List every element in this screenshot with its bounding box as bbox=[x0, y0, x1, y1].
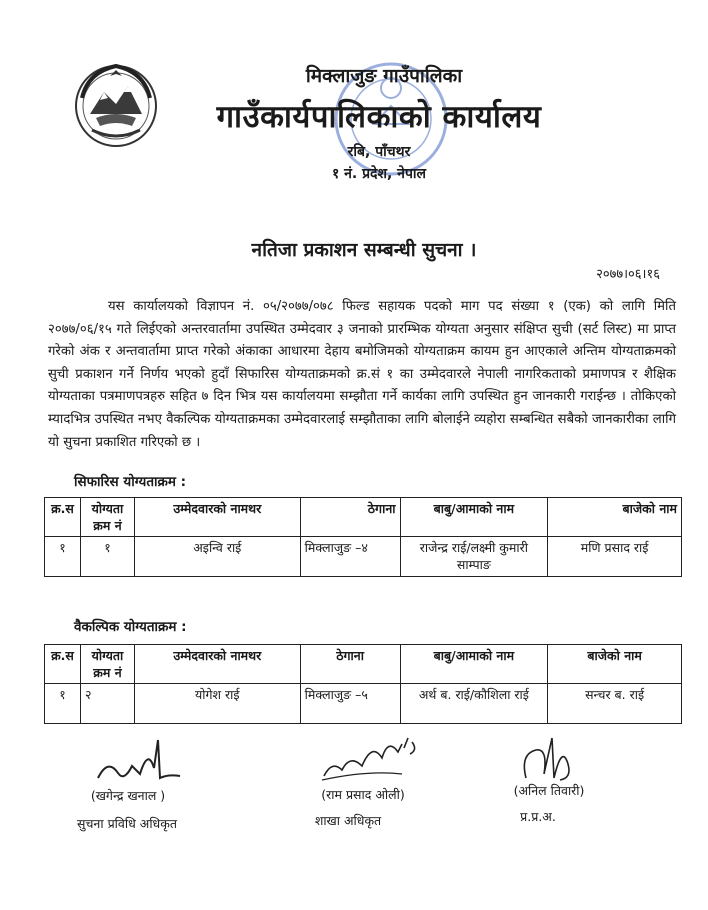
recommended-table bbox=[44, 497, 682, 577]
header-grandfather: बाजेको नाम bbox=[548, 645, 682, 684]
header-rank: योग्यता क्रम नं bbox=[80, 498, 134, 537]
cell-sn: १ bbox=[45, 537, 81, 577]
office-name: गाउँकार्यपालिकाको कार्यालय bbox=[216, 99, 542, 135]
table-row bbox=[45, 537, 682, 577]
notice-body: यस कार्यालयको विज्ञापन नं. ०५/२०७७/०७८ फिल्ड सहायक पदको माग पद संख्या १ (एक) को लागि मिति २०७७/०६/१५ गते लिईएको अन्तरवार्तामा उपस्थित उम्मेदवार ३ जनाको प्रारम्भिक योग्यता अनुसार संक्षिप्त सुची (सर्ट लिस्ट) मा प्राप्त गरेको अंक र अन्तवार्तामा प्राप्त गरेको अंकाका आधारमा देहाय बमोजिमको योग्यताक्रम कायम हुन आएकाले अन्तिम योग्यताक्रमको सुची प्रकाशन गर्ने निर्णय भएको हुदाँ सिफारिस योग्यताक्रमको क्र.सं १ का उम्मेदवारले नेपाली नागरिकताको प्रमाणपत्र र शैक्षिक योग्यताका पत्रमाणपत्रहरु सहित ७ दिन भित्र यस कार्यालयमा सम्झौता गर्ने कार्यका लागि उपस्थित हुन जानकारी गराईन्छ । तोकिएको म्यादभित्र उपस्थित नभए वैकल्पिक योग्यताक्रमका उम्मेदवारलाई सम्झौताका लागि बोलाईने व्यहोरा सम्बन्धित सबैको जानकारीका लागि यो सुचना प्रकाशित गरिएको छ । bbox=[48, 299, 676, 450]
alternative-section-title: वैकल्पिक योग्यताक्रम : bbox=[74, 619, 187, 635]
header-address: ठेगाना bbox=[300, 498, 400, 537]
cell-address: मिक्लाजुङ –४ bbox=[300, 537, 400, 577]
cell-candidate: अइन्वि राई bbox=[134, 537, 300, 577]
cell-grandfather: सन्चर ब. राई bbox=[548, 684, 682, 724]
cell-rank: २ bbox=[80, 684, 134, 724]
office-location: रबि, पाँचथर bbox=[347, 144, 411, 160]
table-header-row bbox=[45, 498, 682, 537]
header-parents: बाबु/आमाको नाम bbox=[400, 498, 548, 537]
cell-rank: १ bbox=[80, 537, 134, 577]
municipality-name: मिक्लाजुङ गाउँपालिका bbox=[305, 65, 463, 87]
notice-date: २०७७।०६।१६ bbox=[596, 267, 660, 282]
header-sn: क्र.स bbox=[45, 645, 81, 684]
header-sn: क्र.स bbox=[45, 498, 81, 537]
header-parents: बाबु/आमाको नाम bbox=[400, 645, 548, 684]
signatory-2-name: (राम प्रसाद ओली) bbox=[321, 787, 405, 802]
cell-grandfather: मणि प्रसाद राई bbox=[548, 537, 682, 577]
alternative-table bbox=[44, 644, 682, 724]
signatory-3-title: प्र.प्र.अ. bbox=[520, 809, 556, 824]
signatory-1-title: सुचना प्रविधि अधिकृत bbox=[77, 816, 177, 831]
signatory-3-name: (अनिल तिवारी) bbox=[513, 783, 585, 798]
table-header-row bbox=[45, 645, 682, 684]
header-rank: योग्यता क्रम नं bbox=[80, 645, 134, 684]
cell-address: मिक्लाजुङ –५ bbox=[300, 684, 400, 724]
signatory-2-title: शाखा अधिकृत bbox=[314, 813, 382, 828]
office-province: १ नं. प्रदेश, नेपाल bbox=[331, 166, 427, 182]
cell-sn: १ bbox=[45, 684, 81, 724]
cell-candidate: योगेश राई bbox=[134, 684, 300, 724]
header-candidate: उम्मेदवारको नामथर bbox=[134, 498, 300, 537]
recommended-section-title: सिफारिस योग्यताक्रम : bbox=[74, 474, 187, 490]
cell-parents: अर्थ ब. राई/कौशिला राई bbox=[400, 684, 548, 724]
header-address: ठेगाना bbox=[300, 645, 400, 684]
header-grandfather: बाजेको नाम bbox=[548, 498, 682, 537]
cell-parents: राजेन्द्र राई/लक्ष्मी कुमारी साम्पाङ bbox=[400, 537, 548, 577]
notice-title: नतिजा प्रकाशन सम्बन्धी सुचना । bbox=[251, 239, 477, 261]
header-candidate: उम्मेदवारको नामथर bbox=[134, 645, 300, 684]
signatory-1-name: (खगेन्द्र खनाल ) bbox=[90, 788, 166, 803]
table-row bbox=[45, 684, 682, 724]
signature-mark-2 bbox=[318, 730, 428, 790]
